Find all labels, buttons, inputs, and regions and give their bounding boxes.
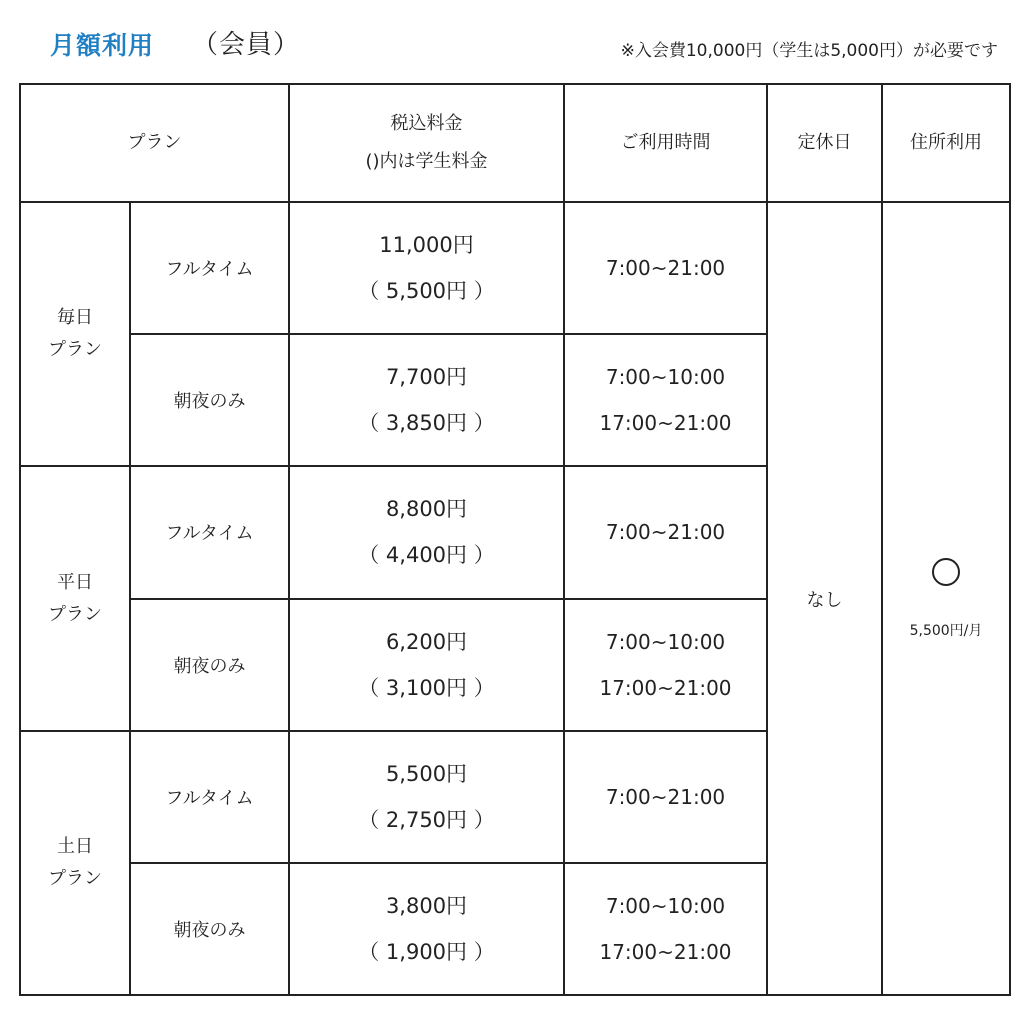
plan-group-name-suffix: プラン [48,339,102,361]
header-plan [20,84,289,202]
header-row [20,84,1010,202]
address-use-price: 5,500円/月 [909,622,983,639]
plan-type-cell [130,334,289,466]
hours: 7:00~21:00 [605,256,726,281]
plan-type-cell [130,731,289,863]
plan-group-weekend [20,731,130,995]
price-cell [289,599,564,731]
header-address [882,84,1010,202]
price-cell [289,731,564,863]
plan-group-name-suffix: プラン [48,867,102,889]
student-price: （ 3,850円 ） [358,411,495,436]
closed-day-value: なし [806,589,843,611]
student-price: （ 5,500円 ） [358,279,495,304]
header-closed-label: 定休日 [797,132,852,154]
closed-day-cell [767,202,882,995]
hours: 7:00~21:00 [605,520,726,545]
header-price-note: ()内は学生料金 [365,151,488,173]
header-closed [767,84,882,202]
hours-morning: 7:00~10:00 [605,365,726,390]
hours-evening: 17:00~21:00 [599,675,732,700]
price: 8,800円 [385,497,468,522]
plan-group-name-suffix: プラン [48,603,102,625]
student-price: （ 2,750円 ） [358,807,495,832]
plan-type: フルタイム [165,787,254,809]
header-price [289,84,564,202]
plan-group-weekday [20,466,130,730]
table-row [20,202,1010,334]
header-address-label: 住所利用 [910,132,982,154]
plan-type: フルタイム [165,259,254,281]
plan-type-cell [130,202,289,334]
plan-group-name: 平日 [57,571,93,593]
student-price: （ 1,900円 ） [358,939,495,964]
circle-icon [932,558,960,586]
hours-evening: 17:00~21:00 [599,411,732,436]
price: 5,500円 [385,761,468,786]
plan-type-cell [130,599,289,731]
student-price: （ 3,100円 ） [358,675,495,700]
hours-morning: 7:00~10:00 [605,629,726,654]
header-plan-label: プラン [127,132,182,154]
pricing-table [19,83,1011,996]
plan-type-cell [130,466,289,598]
price: 6,200円 [385,629,468,654]
header-price-label: 税込料金 [390,113,463,135]
student-price: （ 4,400円 ） [358,543,495,568]
hours-cell [564,334,767,466]
plan-group-name: 毎日 [57,307,93,329]
plan-type-cell [130,863,289,995]
plan-group-daily [20,202,130,466]
plan-group-name: 土日 [57,835,93,857]
hours-evening: 17:00~21:00 [599,939,732,964]
price-cell [289,334,564,466]
price: 7,700円 [385,365,468,390]
address-use-cell [882,202,1010,995]
price-cell [289,863,564,995]
hours-cell [564,466,767,598]
price: 11,000円 [379,233,474,258]
plan-type: フルタイム [165,523,254,545]
hours-cell [564,863,767,995]
price-cell [289,466,564,598]
hours-morning: 7:00~10:00 [605,893,726,918]
hours: 7:00~21:00 [605,784,726,809]
price-cell [289,202,564,334]
plan-type: 朝夜のみ [173,391,246,413]
hours-cell [564,731,767,863]
title-main: 月額利用 [50,31,155,60]
hours-cell [564,202,767,334]
title-sub: （会員） [192,30,301,60]
price: 3,800円 [385,893,468,918]
header-hours-label: ご利用時間 [620,132,711,154]
plan-type: 朝夜のみ [173,919,246,941]
hours-cell [564,599,767,731]
entry-fee-note: ※入会費10,000円（学生は5,000円）が必要です [620,41,998,61]
plan-type: 朝夜のみ [173,655,246,677]
header-hours [564,84,767,202]
